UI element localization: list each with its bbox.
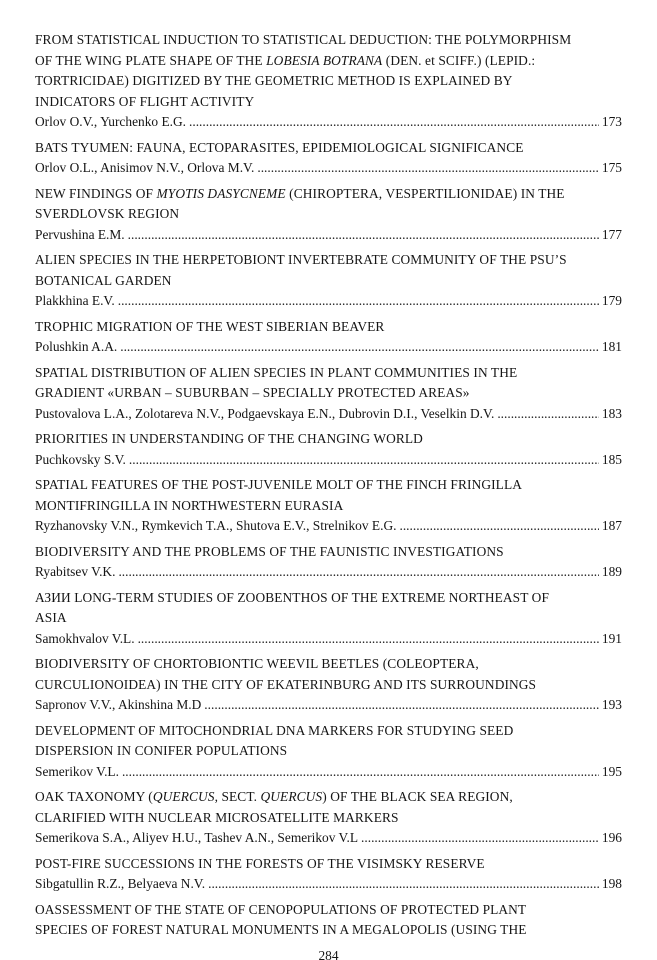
toc-entry — [35, 787, 622, 849]
entry-authors-row — [35, 337, 622, 358]
toc-entry — [35, 317, 622, 358]
toc-entry — [35, 588, 622, 650]
entry-title-line — [35, 608, 622, 629]
entry-title — [35, 317, 622, 338]
entry-title-line — [35, 71, 622, 92]
entry-title-line — [35, 721, 622, 742]
entry-authors-row — [35, 629, 622, 650]
entry-title-line — [35, 51, 622, 72]
title-segment: POST-FIRE SUCCESSIONS IN THE FORESTS OF THE VISIMSKY RESERVE — [35, 855, 485, 871]
entry-authors: Pustovalova L.A., Zolotareva N.V., Podgaevskaya E.N., Dubrovin D.I., Veselkin D.V. — [35, 405, 495, 421]
entry-title-line — [35, 588, 622, 609]
entry-authors: Pervushina E.M. — [35, 226, 125, 242]
title-segment: BIODIVERSITY AND THE PROBLEMS OF THE FAUNISTIC INVESTIGATIONS — [35, 543, 504, 559]
entry-title-line — [35, 920, 622, 941]
dot-leader — [497, 404, 599, 425]
title-segment: SPECIES OF FOREST NATURAL MONUMENTS IN A MEGALOPOLIS (USING THE — [35, 922, 527, 937]
toc-entry — [35, 900, 622, 941]
dot-leader — [361, 828, 599, 849]
title-segment: DISPERSION IN CONIFER POPULATIONS — [35, 743, 288, 758]
entry-title — [35, 30, 622, 112]
footer-page-number: 284 — [318, 947, 339, 960]
entry-authors: Sibgatullin R.Z., Belyaeva N.V. — [35, 876, 206, 891]
entry-title-line — [35, 854, 622, 875]
dot-leader — [120, 337, 599, 358]
toc-list — [35, 30, 622, 941]
entry-page-number: 196 — [601, 830, 622, 845]
toc-entry — [35, 363, 622, 425]
entry-authors-row — [35, 158, 622, 179]
dot-leader — [122, 762, 599, 783]
title-segment: QUERCUS — [152, 789, 215, 804]
title-segment: QUERCUS — [260, 789, 323, 804]
entry-authors-row — [35, 516, 622, 537]
entry-authors-row — [35, 762, 622, 783]
entry-title-line — [35, 363, 622, 384]
entry-authors-row — [35, 695, 622, 716]
title-segment: LOBESIA BOTRANA — [266, 52, 383, 68]
toc-entry — [35, 475, 622, 537]
entry-authors: Ryabitsev V.K. — [35, 564, 116, 579]
entry-title — [35, 588, 622, 629]
title-segment: SPATIAL DISTRIBUTION OF ALIEN SPECIES IN PLANT COMMUNITIES IN THE — [35, 364, 518, 380]
title-segment: DEVELOPMENT OF MITOCHONDRIAL DNA MARKERS FOR STUDYING SEED — [35, 722, 514, 738]
title-segment: BATS TYUMEN: FAUNA, ECTOPARASITES, EPIDEMIOLOGICAL SIGNIFICANCE — [35, 139, 524, 155]
entry-page-number: 179 — [601, 293, 622, 308]
dot-leader — [399, 516, 598, 537]
entry-title-line — [35, 317, 622, 338]
entry-authors-row — [35, 828, 622, 849]
entry-authors: Semerikov V.L. — [35, 763, 119, 779]
entry-title-line — [35, 184, 622, 205]
entry-title — [35, 787, 622, 828]
entry-title-line — [35, 741, 622, 762]
dot-leader — [257, 158, 599, 179]
title-segment: CURCULIONOIDEA) IN THE CITY OF EKATERINBURG AND ITS SURROUNDINGS — [35, 676, 537, 692]
title-segment: ASIA — [35, 610, 67, 625]
entry-authors: Semerikova S.A., Aliyev H.U., Tashev A.N., Semerikov V.L — [35, 830, 359, 845]
title-segment: ) OF THE BLACK SEA REGION, — [322, 789, 513, 804]
dot-leader — [208, 874, 599, 895]
title-segment: SPATIAL FEATURES OF THE POST-JUVENILE MOLT OF THE FINCH FRINGILLA — [35, 477, 523, 492]
toc-entry — [35, 721, 622, 783]
entry-title — [35, 138, 622, 159]
title-segment: (DEN. et SCIFF.) (LEPID.: — [382, 52, 536, 68]
entry-page-number: 191 — [601, 630, 622, 646]
entry-title-line — [35, 675, 622, 696]
title-segment: PRIORITIES IN UNDERSTANDING OF THE CHANGING WORLD — [35, 431, 423, 446]
toc-entry — [35, 542, 622, 583]
title-segment: MYOTIS DASYCNEME — [156, 185, 286, 201]
title-segment: OASSESSMENT OF THE STATE OF CENOPOPULATIONS OF PROTECTED PLANT — [35, 901, 527, 917]
dot-leader — [128, 225, 599, 246]
entry-page-number: 198 — [601, 876, 622, 891]
entry-title — [35, 475, 622, 516]
dot-leader — [118, 291, 599, 312]
title-segment: NEW FINDINGS OF — [35, 185, 157, 201]
entry-title — [35, 854, 622, 875]
entry-authors-row — [35, 404, 622, 425]
dot-leader — [118, 562, 598, 583]
entry-authors: Orlov O.V., Yurchenko E.G. — [35, 114, 186, 129]
title-segment: TORTRICIDAE) DIGITIZED BY THE GEOMETRIC METHOD IS EXPLAINED BY — [35, 73, 513, 88]
title-segment: ALIEN SPECIES IN THE HERPETOBIONT INVERTEBRATE COMMUNITY OF THE PSU’S — [35, 252, 567, 267]
entry-page-number: 189 — [601, 564, 622, 579]
title-segment: OAK TAXONOMY ( — [35, 789, 153, 804]
entry-title-line — [35, 787, 622, 808]
entry-authors-row — [35, 874, 622, 895]
dot-leader — [204, 695, 599, 716]
entry-page-number: 193 — [601, 697, 622, 712]
entry-authors: Ryzhanovsky V.N., Rymkevich T.A., Shutova E.V., Strelnikov E.G. — [35, 518, 397, 533]
toc-entry — [35, 654, 622, 716]
entry-title-line — [35, 654, 622, 675]
entry-title — [35, 363, 622, 404]
entry-title-line — [35, 138, 622, 159]
entry-title — [35, 542, 622, 563]
dot-leader — [138, 629, 599, 650]
entry-page-number: 177 — [601, 226, 622, 242]
title-segment: SVERDLOVSK REGION — [35, 206, 180, 221]
entry-title-line — [35, 429, 622, 450]
entry-title-line — [35, 383, 622, 404]
entry-title-line — [35, 808, 622, 829]
dot-leader — [129, 450, 599, 471]
entry-authors: Samokhvalov V.L. — [35, 630, 135, 646]
title-segment: OF THE WING PLATE SHAPE OF THE — [35, 52, 267, 68]
entry-title — [35, 721, 622, 762]
entry-title-line — [35, 250, 622, 271]
toc-entry — [35, 138, 622, 179]
title-segment: BIODIVERSITY OF CHORTOBIONTIC WEEVIL BEETLES (COLEOPTERA, — [35, 656, 479, 671]
entry-page-number: 183 — [601, 405, 622, 421]
entry-page-number: 185 — [601, 451, 622, 467]
entry-title — [35, 654, 622, 695]
toc-entry — [35, 250, 622, 312]
title-segment: АЗИИ LONG-TERM STUDIES OF ZOOBENTHOS OF THE EXTREME NORTHEAST OF — [35, 589, 550, 605]
entry-title-line — [35, 900, 622, 921]
entry-title-line — [35, 204, 622, 225]
entry-authors: Puchkovsky S.V. — [35, 451, 126, 467]
entry-authors: Plakkhina E.V. — [35, 293, 115, 308]
toc-entry — [35, 429, 622, 470]
entry-title-line — [35, 271, 622, 292]
toc-entry — [35, 184, 622, 246]
entry-page-number: 181 — [601, 339, 622, 354]
title-segment: , SECT. — [214, 789, 261, 804]
title-segment: MONTIFRINGILLA IN NORTHWESTERN EURASIA — [35, 497, 344, 513]
entry-title-line — [35, 475, 622, 496]
entry-page-number: 173 — [601, 114, 622, 129]
entry-page-number: 187 — [601, 518, 622, 533]
entry-authors: Orlov O.L., Anisimov N.V., Orlova M.V. — [35, 160, 255, 175]
entry-authors-row — [35, 225, 622, 246]
entry-title-line — [35, 496, 622, 517]
entry-title — [35, 250, 622, 291]
entry-title-line — [35, 542, 622, 563]
entry-authors-row — [35, 291, 622, 312]
entry-authors-row — [35, 112, 622, 133]
entry-authors-row — [35, 450, 622, 471]
dot-leader — [189, 112, 599, 133]
toc-entry — [35, 854, 622, 895]
entry-title — [35, 184, 622, 225]
title-segment: TROPHIC MIGRATION OF THE WEST SIBERIAN BEAVER — [35, 318, 385, 334]
entry-authors: Polushkin A.A. — [35, 339, 118, 354]
title-segment: FROM STATISTICAL INDUCTION TO STATISTICAL DEDUCTION: THE POLYMORPHISM — [35, 32, 572, 47]
title-segment: (CHIROPTERA, VESPERTILIONIDAE) IN THE — [285, 185, 565, 201]
entry-title — [35, 429, 622, 450]
title-segment: INDICATORS OF FLIGHT ACTIVITY — [35, 93, 255, 109]
entry-page-number: 175 — [601, 160, 622, 175]
entry-title-line — [35, 92, 622, 113]
entry-page-number: 195 — [601, 763, 622, 779]
entry-title — [35, 900, 622, 941]
entry-authors: Sapronov V.V., Akinshina M.D — [35, 697, 202, 712]
entry-authors-row — [35, 562, 622, 583]
title-segment: CLARIFIED WITH NUCLEAR MICROSATELLITE MARKERS — [35, 809, 399, 825]
title-segment: BOTANICAL GARDEN — [35, 272, 172, 288]
entry-title-line — [35, 30, 622, 51]
title-segment: GRADIENT «URBAN – SUBURBAN – SPECIALLY PROTECTED AREAS» — [35, 385, 470, 400]
toc-entry — [35, 30, 622, 133]
